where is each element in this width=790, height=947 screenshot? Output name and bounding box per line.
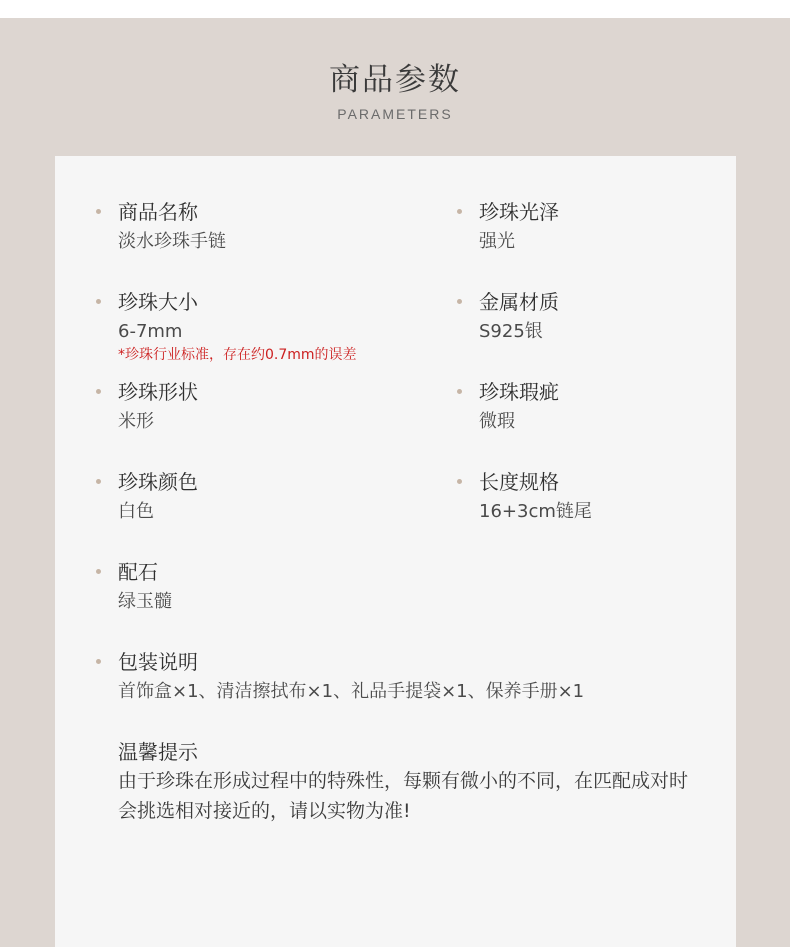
bullet-dot — [457, 209, 462, 214]
param-label: 珍珠光泽 — [479, 200, 559, 224]
bullet-dot — [457, 299, 462, 304]
param-note: *珍珠行业标准，存在约0.7mm的误差 — [118, 347, 357, 363]
param-value: 强光 — [479, 231, 515, 252]
param-flaw — [479, 380, 559, 434]
param-value: 淡水珍珠手链 — [118, 231, 226, 252]
bullet-dot — [457, 389, 462, 394]
parameters-card — [55, 156, 736, 947]
param-value: 首饰盒×1、清洁擦拭布×1、礼品手提袋×1、保养手册×1 — [118, 681, 585, 702]
param-color — [118, 470, 198, 524]
param-value: 绿玉髓 — [118, 591, 172, 612]
param-label: 珍珠大小 — [118, 290, 198, 314]
bullet-dot — [96, 299, 101, 304]
bullet-dot — [96, 569, 101, 574]
param-label: 珍珠瑕疵 — [479, 380, 559, 404]
param-metal — [479, 290, 559, 344]
param-name — [118, 200, 226, 254]
param-value: S925银 — [479, 321, 543, 342]
section-subtitle: PARAMETERS — [337, 106, 453, 122]
param-label: 珍珠颜色 — [118, 470, 198, 494]
tip-label: 温馨提示 — [118, 740, 198, 764]
param-length — [479, 470, 592, 524]
param-package — [118, 650, 584, 704]
section-title: 商品参数 — [329, 62, 461, 98]
param-value: 白色 — [118, 501, 154, 522]
param-shape — [118, 380, 198, 434]
param-stone — [118, 560, 172, 614]
bullet-dot — [96, 659, 101, 664]
bullet-dot — [96, 389, 101, 394]
bullet-dot — [96, 209, 101, 214]
param-luster — [479, 200, 559, 254]
bullet-dot — [96, 479, 101, 484]
param-label: 商品名称 — [118, 200, 198, 224]
bullet-dot — [457, 479, 462, 484]
param-value: 16+3cm链尾 — [479, 501, 592, 522]
tip-block — [118, 740, 703, 826]
param-value: 微瑕 — [479, 411, 515, 432]
param-label: 包装说明 — [118, 650, 198, 674]
param-label: 金属材质 — [479, 290, 559, 314]
param-label: 珍珠形状 — [118, 380, 198, 404]
tip-text: 由于珍珠在形成过程中的特殊性，每颗有微小的不同，在匹配成对时会挑选相对接近的，请以实物为准! — [118, 770, 689, 822]
param-value: 6-7mm — [118, 321, 183, 342]
param-size — [118, 290, 357, 364]
param-label: 长度规格 — [479, 470, 559, 494]
param-value: 米形 — [118, 411, 154, 432]
param-label: 配石 — [118, 560, 158, 584]
